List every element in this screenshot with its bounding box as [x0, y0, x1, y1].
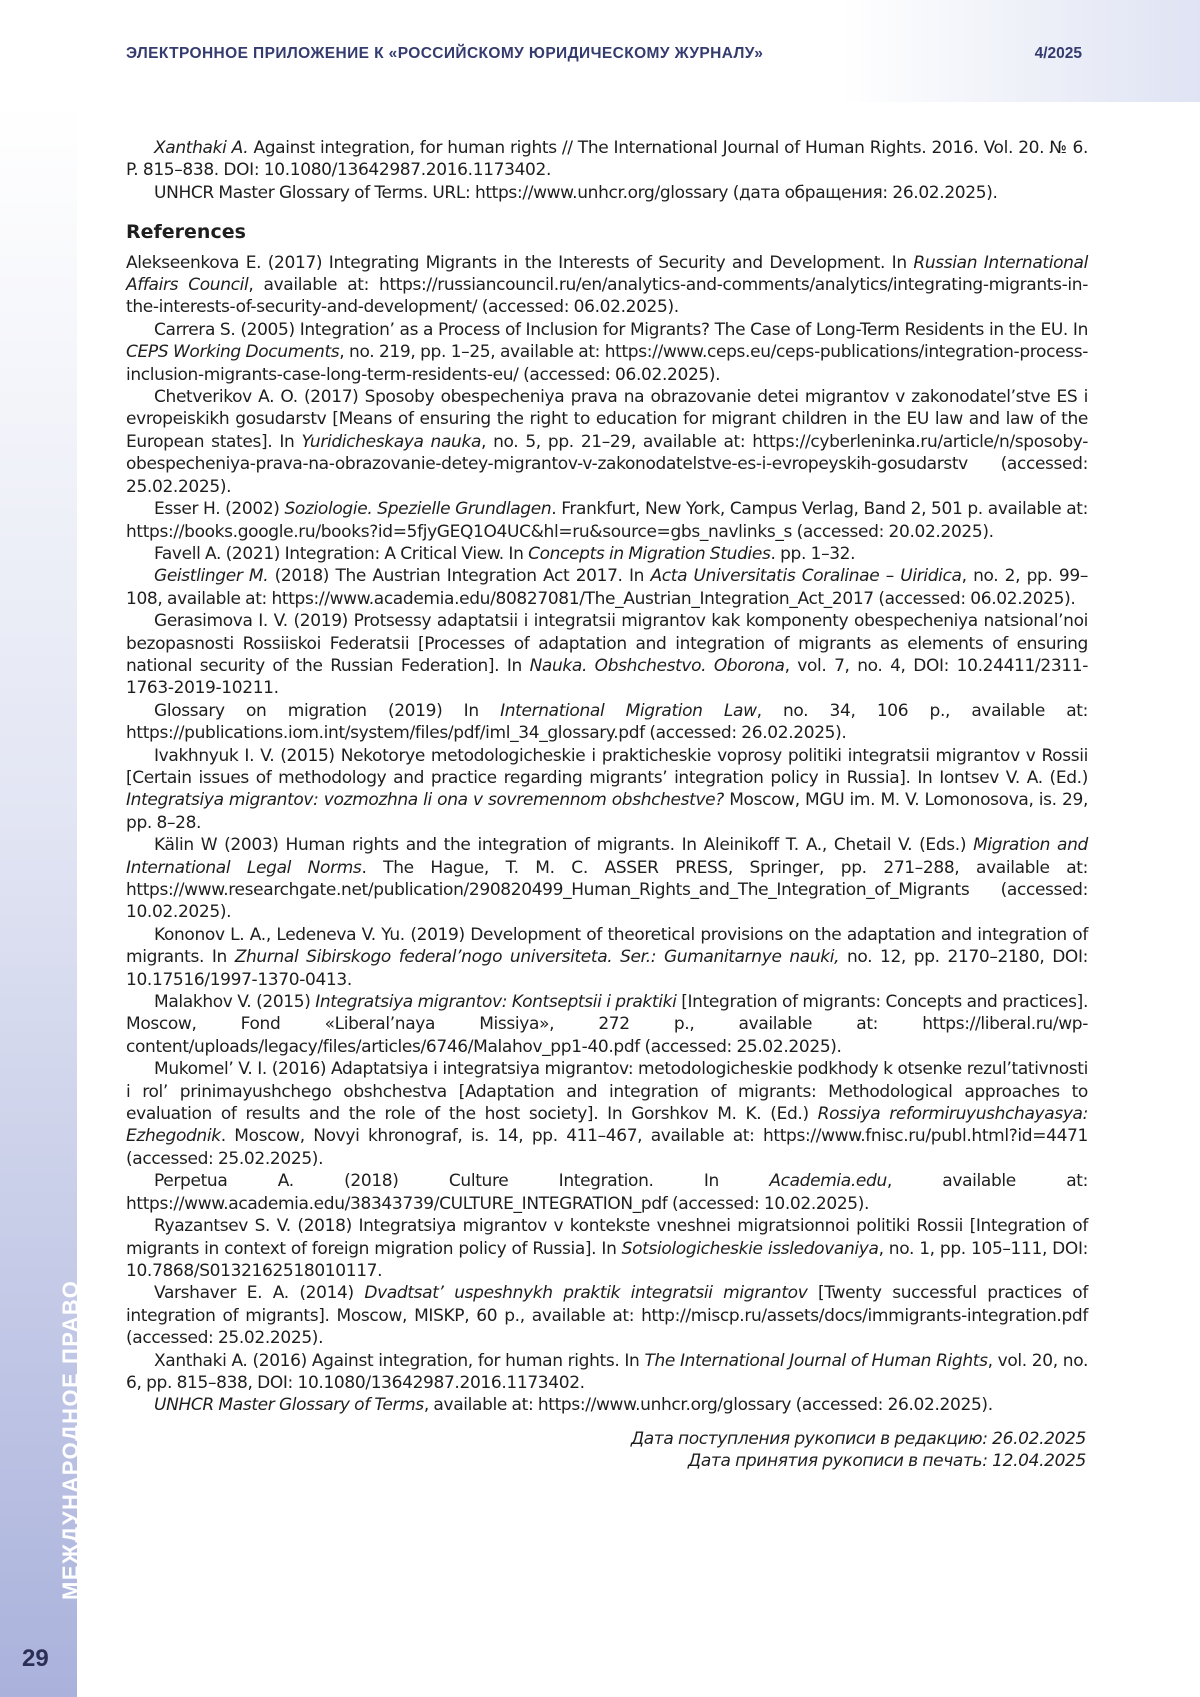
reference-text: no. 12, pp. 2170–2180, DOI: 10.17516/1997-1370-0413.: [126, 947, 1089, 990]
reference-text: , vol. 20, no. 6, pp. 815–838, DOI: 10.1080/13642987.2016.1173402.: [126, 1350, 1089, 1393]
literature-text: UNHCR Master Glossary of Terms. URL: https://www.unhcr.org/glossary (дата обращения: 26.02.2025).: [154, 182, 998, 203]
reference-text: Kononov L. A., Ledeneva V. Yu. (2019) Development of theoretical provisions on the adaptation and integration of migrants. In: [126, 924, 1088, 968]
reference-text: (2018) The Austrian Integration Act 2017. In: [268, 566, 651, 587]
references-heading: References: [126, 221, 246, 244]
reference-italic: Migration and International Legal Norms: [126, 835, 1088, 878]
submitted-date: Дата поступления рукописи в редакцию: 26.02.2025: [630, 1428, 1086, 1449]
header-band: [0, 0, 1200, 102]
reference-text: [Twenty successful practices of integration of migrants]. Moscow, MISKP, 60 p., available at: http://miscp.ru/assets/docs/immigrants-integration.pdf (accessed: 25.02.2025).: [126, 1283, 1088, 1349]
reference-text: Favell A. (2021) Integration: A Critical View. In: [154, 543, 529, 564]
reference-item: [126, 565, 1088, 610]
manuscript-dates: [126, 1428, 1088, 1473]
reference-text: Ryazantsev S. V. (2018) Integratsiya migrantov v kontekste vneshnei migratsionnoi politiki Rossii [Integration of migrants in context of foreign migration policy of Russia]. In: [126, 1216, 1088, 1259]
reference-item: [126, 610, 1088, 700]
reference-text: , available at: https://russiancouncil.ru/en/analytics-and-comments/analytics/integrating-migrants-in-the-interests-of-security-and-development/ (accessed: 06.02.2025).: [126, 275, 1088, 318]
reference-italic: Academia.edu: [769, 1171, 887, 1192]
reference-text: Moscow, MGU im. M. V. Lomonosova, is. 29, pp. 8–28.: [126, 790, 1088, 833]
reference-text: Malakhov V. (2015): [154, 992, 316, 1013]
page-number: 29: [22, 1645, 49, 1672]
reference-item: [126, 386, 1088, 498]
reference-item: [126, 1350, 1088, 1395]
reference-item: [126, 252, 1088, 319]
reference-italic: Nauka. Obshchestvo. Oborona: [529, 655, 785, 676]
journal-title: ЭЛЕКТРОННОЕ ПРИЛОЖЕНИЕ К «РОССИЙСКОМУ ЮРИДИЧЕСКОМУ ЖУРНАЛУ»: [126, 45, 764, 62]
reference-text: Esser H. (2002): [154, 499, 285, 520]
reference-text: , no. 219, pp. 1–25, available at: https://www.ceps.eu/ceps-publications/integration-process-inclusion-migrants-case-long-term-residents-eu/ (accessed: 06.02.2025).: [126, 342, 1088, 385]
reference-text: , no. 34, 106 p., available at: https://publications.iom.int/system/files/pdf/iml_34_glossary.pdf (accessed: 26.02.2025).: [126, 700, 1088, 744]
reference-text: , available at: https://www.academia.edu/38343739/CULTURE_INTEGRATION_pdf (accessed: 10.02.2025).: [126, 1171, 1088, 1214]
reference-text: . Moscow, Novyi khronograf, is. 14, pp. 411–467, available at: https://www.fnisc.ru/publ.html?id=4471 (accessed: 25.02.2025).: [126, 1126, 1088, 1169]
reference-item: [126, 745, 1088, 835]
reference-italic: International Migration Law: [500, 700, 757, 721]
reference-italic: UNHCR Master Glossary of Terms: [154, 1395, 424, 1416]
reference-item: [126, 543, 1088, 565]
reference-item: [126, 1215, 1088, 1282]
reference-text: , available at: https://www.unhcr.org/glossary (accessed: 26.02.2025).: [423, 1395, 993, 1416]
reference-text: . The Hague, T. M. C. ASSER PRESS, Springer, pp. 271–288, available at: https://www.researchgate.net/publication/290820499_Human_Rights_and_The_Integration_of_Migrants (accessed: 10.02.2025).: [126, 857, 1089, 923]
reference-item: [126, 834, 1088, 924]
reference-text: Alekseenkova E. (2017) Integrating Migrants in the Interests of Security and Development. In: [126, 252, 914, 273]
reference-italic: Geistlinger M.: [154, 566, 269, 587]
reference-italic: Zhurnal Sibirskogo federal’nogo universiteta. Ser.: Gumanitarnye nauki,: [234, 947, 840, 968]
reference-italic: Yuridicheskaya nauka: [301, 431, 482, 452]
reference-text: Xanthaki A. (2016) Against integration, for human rights. In: [154, 1350, 645, 1371]
section-label: МЕЖДУНАРОДНОЕ ПРАВО: [58, 1279, 83, 1600]
reference-italic: Integratsiya migrantov: vozmozhna li ona v sovremennom obshchestve?: [126, 790, 724, 811]
reference-text: Chetverikov A. O. (2017) Sposoby obespecheniya prava na obrazovanie detei migrantov v zakonodatel’stve ES i evropeiskikh gosudarstv [Means of ensuring the right to education for migrant children in the EU law and law of the European states]. In: [126, 387, 1088, 452]
reference-text: Gerasimova I. V. (2019) Protsessy adaptatsii i integratsii migrantov kak komponenty obespecheniya natsional’noi bezopasnosti Rossiiskoi Federatsii [Processes of adaptation and integration of migrants as elements of ensuring national security of the Russian Federation]. In: [126, 611, 1088, 676]
reference-text: Ivakhnyuk I. V. (2015) Nekotorye metodologicheskie i prakticheskie voprosy politiki integratsii migrantov v Rossii [Certain issues of methodology and practice regarding migrants’ integration policy in Russia]. In Iontsev V. A. (Ed.): [126, 745, 1088, 788]
reference-text: [Integration of migrants: Concepts and practices]. Moscow, Fond «Liberal’naya Missiya», 272 p., available at: https://liberal.ru/wp-content/uploads/legacy/files/articles/6746/Malahov_pp1-40.pdf (accessed: 25.02.2025).: [126, 992, 1088, 1057]
reference-text: Mukomel’ V. I. (2016) Adaptatsiya i integratsiya migrantov: metodologicheskie podkhody k otsenke rezul’tativnosti i rol’ prinimayushchego obshchestva [Adaptation and integration of migrants: Methodological approaches to evaluation of results and the role of the host society]. In Gorshkov M. K. (Ed.): [126, 1059, 1088, 1125]
reference-item: [126, 319, 1088, 386]
accepted-date: Дата принятия рукописи в печать: 12.04.2025: [687, 1451, 1086, 1472]
reference-italic: Soziologie. Spezielle Grundlagen: [284, 499, 552, 520]
reference-text: Carrera S. (2005) Integration’ as a Process of Inclusion for Migrants? The Case of Long-Term Residents in the EU. In: [154, 319, 1088, 340]
reference-text: Perpetua A. (2018) Culture Integration. In: [154, 1171, 770, 1192]
reference-item: [126, 1058, 1088, 1170]
reference-text: , no. 5, pp. 21–29, available at: https://cyberleninka.ru/article/n/sposoby-obespecheniya-prava-na-obrazovanie-detey-migrantov-v-zakonodatelstve-es-i-evropeyskih-gosudarstv (accessed: 25.02.2025).: [126, 431, 1088, 497]
reference-italic: Russian International Affairs Council: [126, 252, 1088, 296]
reference-italic: CEPS Working Documents: [126, 342, 340, 363]
author-italic: Xanthaki A.: [154, 138, 249, 158]
page-content: [126, 137, 1088, 1473]
reference-italic: Concepts in Migration Studies: [528, 543, 771, 564]
reference-italic: Integratsiya migrantov: Kontseptsii i praktiki: [315, 992, 677, 1013]
reference-italic: Acta Universitatis Coralinae – Uiridica: [650, 566, 962, 587]
reference-italic: Sotsiologicheskie issledovaniya: [621, 1238, 879, 1259]
reference-item: [126, 1170, 1088, 1215]
reference-italic: The International Journal of Human Rights: [644, 1350, 988, 1371]
reference-text: , vol. 7, no. 4, DOI: 10.24411/2311-1763-2019-10211.: [126, 655, 1089, 699]
reference-text: . Frankfurt, New York, Campus Verlag, Band 2, 501 p. available at: https://books.google.ru/books?id=5fjyGEQ1O4UC&hl=ru&source=gbs_navlinks_s (accessed: 20.02.2025).: [126, 499, 1089, 542]
reference-item: [126, 700, 1088, 745]
reference-item: [126, 991, 1088, 1058]
literature-tail: [126, 137, 1088, 204]
reference-italic: Dvadtsat’ uspeshnykh praktik integratsii migrantov: [364, 1283, 808, 1304]
references-list: [126, 252, 1088, 1417]
reference-text: Varshaver E. A. (2014): [154, 1283, 365, 1304]
reference-italic: Rossiya reformiruyushchayasya: Ezhegodnik: [126, 1104, 1088, 1147]
reference-item: [126, 498, 1088, 543]
reference-text: Glossary on migration (2019) In: [154, 700, 501, 721]
reference-item: [126, 924, 1088, 991]
reference-text: , no. 1, pp. 105–111, DOI: 10.7868/S0132162518010117.: [126, 1238, 1088, 1281]
reference-text: . pp. 1–32.: [770, 543, 856, 564]
reference-item: [126, 1282, 1088, 1349]
literature-text: Against integration, for human rights // The International Journal of Human Rights. 2016. Vol. 20. № 6. P. 815–838. DOI: 10.1080/13642987.2016.1173402.: [126, 138, 1089, 181]
reference-text: , no. 2, pp. 99–108, available at: https://www.academia.edu/80827081/The_Austrian_Integration_Act_2017 (accessed: 06.02.2025).: [126, 566, 1088, 609]
literature-item: [126, 137, 1088, 182]
literature-item: [126, 182, 1088, 204]
reference-item: [126, 1394, 1088, 1416]
issue-number: 4/2025: [1034, 45, 1082, 62]
reference-text: Kälin W (2003) Human rights and the integration of migrants. In Aleinikoff T. A., Chetail V. (Eds.): [154, 835, 974, 856]
